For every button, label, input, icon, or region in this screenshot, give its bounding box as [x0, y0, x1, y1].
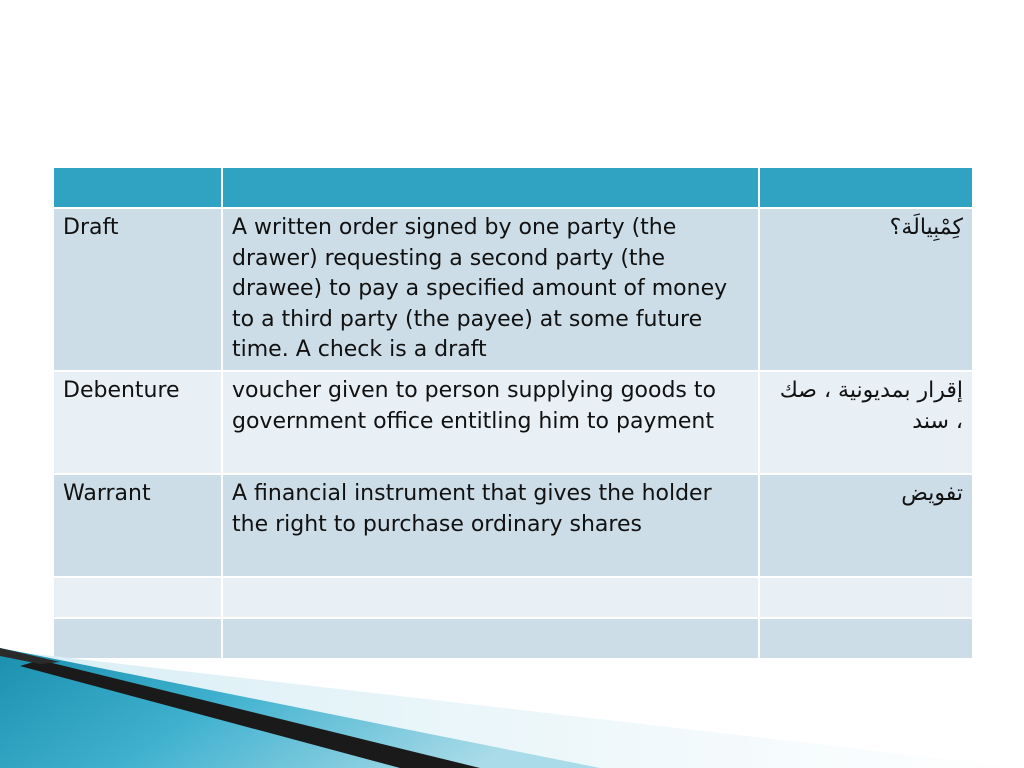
table-header-row [53, 167, 973, 208]
definition-cell: voucher given to person supplying goods to government office entitling him to payment [222, 371, 759, 474]
definition-cell: A written order signed by one party (the drawer) requesting a second party (the drawee) to pay a specified amount of money to a third party (the payee) at some future time. A check is a draft [222, 208, 759, 371]
definition-cell [222, 577, 759, 618]
header-cell-arabic [759, 167, 973, 208]
term-cell [53, 577, 222, 618]
term-cell: Draft [53, 208, 222, 371]
table-row [53, 208, 973, 371]
swoosh-teal-band [0, 648, 600, 768]
decorative-swoosh [0, 620, 1024, 768]
table-row [53, 474, 973, 577]
arabic-translation-cell: إقرار بمديونية ، صك ، سند [759, 371, 973, 474]
header-cell-definition [222, 167, 759, 208]
table-row-empty [53, 577, 973, 618]
arabic-translation-cell: تفويض [759, 474, 973, 577]
glossary-table [52, 166, 974, 660]
term-cell: Warrant [53, 474, 222, 577]
term-cell: Debenture [53, 371, 222, 474]
header-cell-term [53, 167, 222, 208]
arabic-translation-cell [759, 577, 973, 618]
table-row [53, 371, 973, 474]
arabic-translation-cell: كِمْبِيالَة؟ [759, 208, 973, 371]
definition-cell: A financial instrument that gives the holder the right to purchase ordinary shares [222, 474, 759, 577]
